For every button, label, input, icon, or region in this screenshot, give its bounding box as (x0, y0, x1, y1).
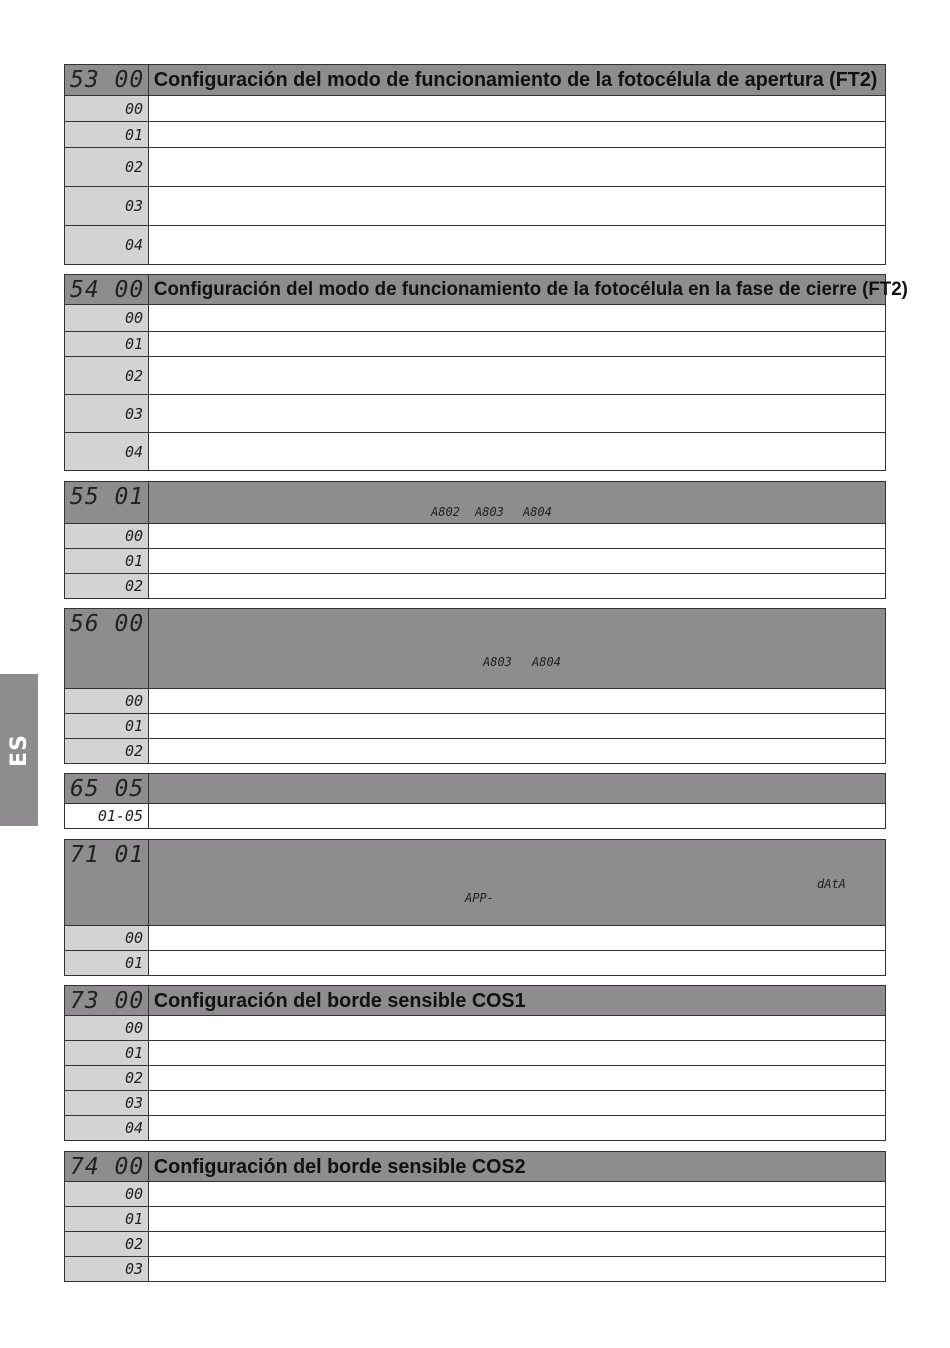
table-row (64, 549, 886, 574)
table-row (64, 804, 886, 829)
table-row (64, 1066, 886, 1091)
section-header (64, 608, 886, 689)
language-tab (0, 674, 38, 826)
row-value: 01 (65, 122, 149, 147)
section-title: Configuración del borde sensible COS1 (153, 990, 526, 1012)
row-value: 03 (65, 187, 149, 225)
section-header (64, 64, 886, 96)
section-73 (64, 985, 886, 1141)
section-title: Configuración del modo de funcionamiento de la fotocélula de apertura (FT2) (153, 69, 878, 91)
row-value: 03 (65, 395, 149, 432)
row-value: 01-05 (65, 804, 149, 828)
row-value: 00 (65, 524, 149, 548)
table-row (64, 226, 886, 265)
row-value: 01 (65, 714, 149, 738)
section-title (149, 609, 875, 688)
row-value: 02 (65, 1232, 149, 1256)
row-value: 00 (65, 689, 149, 713)
lcd-label: A803 (475, 505, 504, 519)
row-value: 02 (65, 739, 149, 763)
section-title (149, 482, 875, 523)
section-71 (64, 839, 886, 976)
table-row (64, 714, 886, 739)
table-row (64, 148, 886, 187)
lcd-label: A802 (431, 505, 460, 519)
table-row (64, 332, 886, 357)
section-header (64, 1151, 886, 1182)
table-row (64, 1041, 886, 1066)
row-value: 00 (65, 305, 149, 331)
parameter-code: 55 01 (65, 482, 149, 523)
section-title: Configuración del borde sensible COS2 (153, 1156, 526, 1178)
table-row (64, 1091, 886, 1116)
row-value: 01 (65, 1207, 149, 1231)
table-row (64, 1257, 886, 1282)
row-value: 00 (65, 1182, 149, 1206)
row-value: 00 (65, 96, 149, 121)
table-row (64, 395, 886, 433)
table-row (64, 689, 886, 714)
table-row (64, 1116, 886, 1141)
row-value: 01 (65, 549, 149, 573)
lcd-label: A804 (532, 655, 561, 669)
table-row (64, 357, 886, 395)
table-row (64, 951, 886, 976)
row-value: 01 (65, 332, 149, 356)
table-row (64, 524, 886, 549)
section-title (149, 774, 875, 803)
parameter-code: 54 00 (65, 275, 149, 304)
lcd-label: APP- (465, 891, 494, 905)
row-value: 04 (65, 433, 149, 470)
section-55 (64, 481, 886, 599)
section-header (64, 481, 886, 524)
lcd-label: A804 (523, 505, 552, 519)
table-row (64, 739, 886, 764)
table-row (64, 1207, 886, 1232)
table-row (64, 1182, 886, 1207)
table-row (64, 305, 886, 332)
parameter-code: 53 00 (65, 65, 149, 95)
table-row (64, 926, 886, 951)
row-value: 02 (65, 1066, 149, 1090)
parameter-code: 56 00 (65, 609, 149, 688)
row-value: 01 (65, 1041, 149, 1065)
section-53 (64, 64, 886, 265)
section-title: Configuración del modo de funcionamiento de la fotocélula en la fase de cierre (FT2) (153, 279, 908, 300)
section-74 (64, 1151, 886, 1282)
row-value: 00 (65, 1016, 149, 1040)
parameter-code: 65 05 (65, 774, 149, 803)
section-65 (64, 773, 886, 829)
section-56 (64, 608, 886, 764)
row-value: 02 (65, 148, 149, 186)
parameter-code: 74 00 (65, 1152, 149, 1181)
table-row (64, 574, 886, 599)
table-row (64, 1232, 886, 1257)
row-value: 04 (65, 1116, 149, 1140)
table-row (64, 122, 886, 148)
row-value: 02 (65, 357, 149, 394)
parameter-code: 73 00 (65, 986, 149, 1015)
section-header (64, 839, 886, 926)
language-tab-label: ES (6, 733, 32, 767)
lcd-label: dAtA (817, 877, 846, 891)
section-title (149, 840, 875, 925)
table-row (64, 433, 886, 471)
row-value: 00 (65, 926, 149, 950)
row-value: 03 (65, 1091, 149, 1115)
table-row (64, 96, 886, 122)
row-value: 02 (65, 574, 149, 598)
parameter-code: 71 01 (65, 840, 149, 925)
section-54 (64, 274, 908, 471)
table-row (64, 187, 886, 226)
row-value: 04 (65, 226, 149, 264)
section-header (64, 985, 886, 1016)
section-header (64, 274, 908, 305)
row-value: 01 (65, 951, 149, 975)
table-row (64, 1016, 886, 1041)
section-header (64, 773, 886, 804)
lcd-label: A803 (483, 655, 512, 669)
row-value: 03 (65, 1257, 149, 1281)
